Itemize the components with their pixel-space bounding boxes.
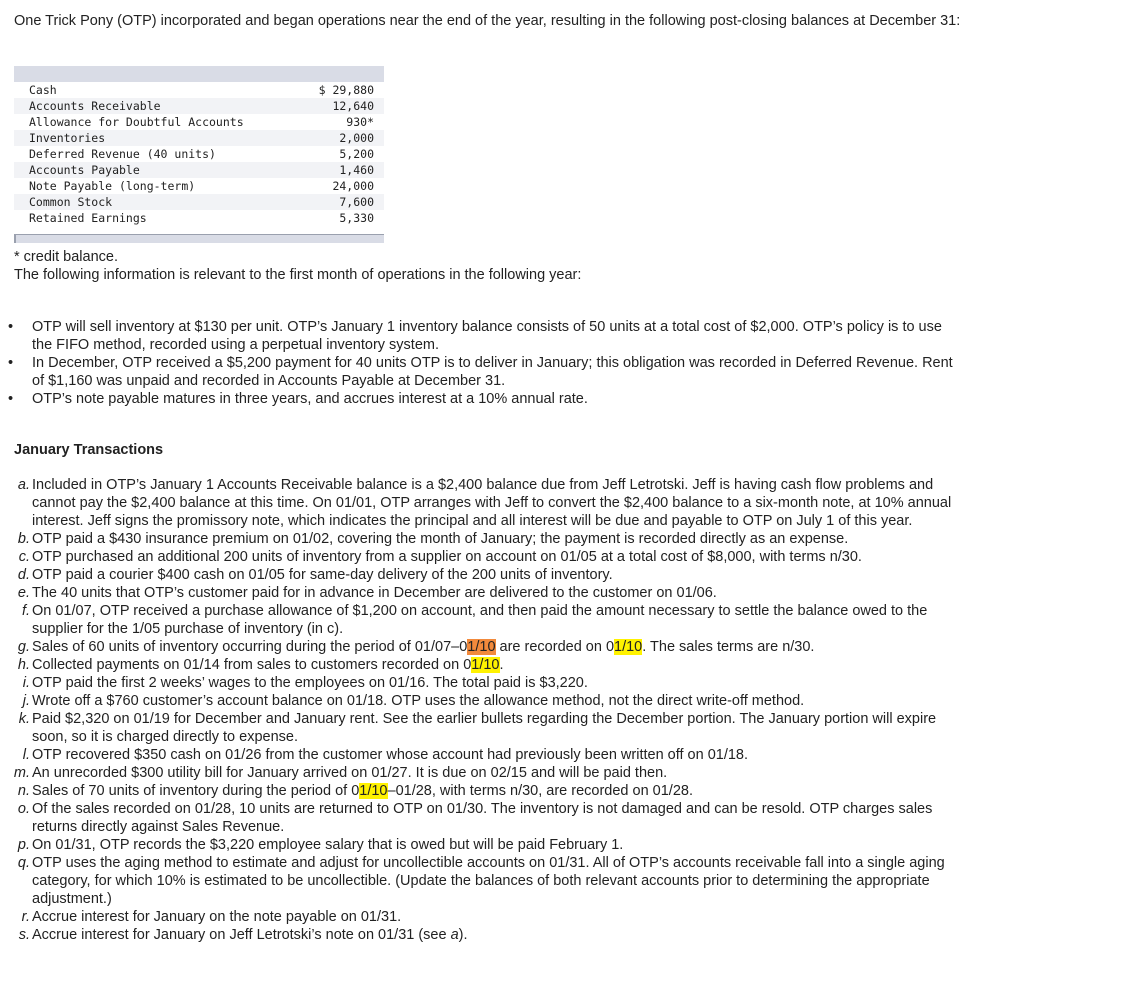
account-name: Accounts Receivable xyxy=(14,98,302,114)
table-row xyxy=(14,146,384,162)
transaction-i xyxy=(0,674,960,692)
item-letter: j. xyxy=(22,693,30,709)
item-text-part: ). xyxy=(458,927,468,943)
bullet-text: OTP will sell inventory at $130 per unit. OTP’s January 1 inventory balance consists of 50 units at a total cost of $2,000. OTP’s policy is to use the FIFO method, recorded using a perpetual inventory system. xyxy=(32,319,942,353)
transaction-g xyxy=(0,638,960,656)
bullet-icon: • xyxy=(8,391,14,407)
transaction-m xyxy=(0,764,960,782)
transaction-j xyxy=(0,692,960,710)
item-text: OTP paid the first 2 weeks’ wages to the employees on 01/16. The total paid is $3,220. xyxy=(32,675,588,691)
highlight-yellow: 1/10 xyxy=(471,657,500,673)
transaction-c xyxy=(0,548,960,566)
notes-section xyxy=(14,248,964,284)
highlight-yellow: 1/10 xyxy=(359,783,388,799)
item-letter: h. xyxy=(17,657,30,673)
item-text: On 01/07, OTP received a purchase allowance of $1,200 on account, and then paid the amount necessary to settle the balance owed to the supplier for the 1/05 purchase of inventory (in c). xyxy=(32,603,928,637)
bullet-icon: • xyxy=(8,355,14,371)
item-letter: n. xyxy=(17,783,30,799)
item-text: Of the sales recorded on 01/28, 10 units are returned to OTP on 01/30. The inventory is not damaged and can be resold. OTP charges sales returns directly against Sales Revenue. xyxy=(32,801,933,835)
item-text-part: are recorded on 0 xyxy=(495,639,615,655)
table-row xyxy=(14,210,384,226)
item-text-part: –01/28, with terms n/30, are recorded on 01/28. xyxy=(387,783,693,799)
item-text: OTP paid a courier $400 cash on 01/05 for same-day delivery of the 200 units of inventory. xyxy=(32,567,613,583)
account-amount: 12,640 xyxy=(302,98,384,114)
item-letter: c. xyxy=(18,549,30,565)
item-text-part: Accrue interest for January on Jeff Letrotski’s note on 01/31 (see xyxy=(32,927,451,943)
item-text: Wrote off a $760 customer’s account balance on 01/18. OTP uses the allowance method, not the direct write-off method. xyxy=(32,693,805,709)
list-item xyxy=(0,390,960,408)
item-letter: k. xyxy=(18,711,30,727)
transaction-e xyxy=(0,584,960,602)
transaction-b xyxy=(0,530,960,548)
table-scrollbar[interactable] xyxy=(14,234,384,243)
list-item xyxy=(0,354,960,390)
list-item xyxy=(0,318,960,354)
table-header-bar xyxy=(14,66,384,82)
account-amount: 1,460 xyxy=(302,162,384,178)
bullet-text: OTP’s note payable matures in three years, and accrues interest at a 10% annual rate. xyxy=(32,391,588,407)
account-name: Allowance for Doubtful Accounts xyxy=(14,114,302,130)
highlight-yellow: 1/10 xyxy=(614,639,643,655)
item-text-part: Sales of 70 units of inventory during the period of 0 xyxy=(32,783,360,799)
account-amount: 5,330 xyxy=(302,210,384,226)
relevant-info-text: The following information is relevant to the first month of operations in the following year: xyxy=(14,267,582,283)
item-text: OTP uses the aging method to estimate and adjust for uncollectible accounts on 01/31. All of OTP’s accounts receivable fall into a single aging category, for which 10% is estimated to be uncollectible. (Update the balances of both relevant accounts prior to determining the appropriate adjustment.) xyxy=(32,855,945,907)
account-name: Accounts Payable xyxy=(14,162,302,178)
item-text: OTP purchased an additional 200 units of inventory from a supplier on account on 01/05 at a total cost of $8,000, with terms n/30. xyxy=(32,549,862,565)
transaction-k xyxy=(0,710,960,746)
item-text-part: . xyxy=(499,657,504,673)
item-letter: g. xyxy=(17,639,30,655)
table-row xyxy=(14,98,384,114)
item-text: OTP recovered $350 cash on 01/26 from the customer whose account had previously been written off on 01/18. xyxy=(32,747,749,763)
intro-paragraph: One Trick Pony (OTP) incorporated and began operations near the end of the year, resulting in the following post-closing balances at December 31: xyxy=(14,13,961,29)
transaction-s xyxy=(0,926,960,944)
item-letter: q. xyxy=(17,855,30,871)
transaction-list xyxy=(0,476,960,944)
balances-table-container xyxy=(14,66,384,243)
item-text: An unrecorded $300 utility bill for January arrived on 01/27. It is due on 02/15 and will be paid then. xyxy=(32,765,668,781)
account-name: Common Stock xyxy=(14,194,302,210)
transaction-o xyxy=(0,800,960,836)
balances-table xyxy=(14,82,384,226)
item-letter: d. xyxy=(17,567,30,583)
transaction-p xyxy=(0,836,960,854)
item-text: OTP paid a $430 insurance premium on 01/02, covering the month of January; the payment is recorded directly as an expense. xyxy=(32,531,849,547)
item-text: Accrue interest for January on the note payable on 01/31. xyxy=(32,909,402,925)
footnote: * credit balance. xyxy=(14,249,118,265)
bullet-text: In December, OTP received a $5,200 payment for 40 units OTP is to deliver in January; this obligation was recorded in Deferred Revenue. Rent of $1,160 was unpaid and recorded in Accounts Payable at December 31. xyxy=(32,355,953,389)
account-name: Inventories xyxy=(14,130,302,146)
item-letter: f. xyxy=(21,603,30,619)
item-letter: l. xyxy=(22,747,30,763)
item-text-part: . The sales terms are n/30. xyxy=(642,639,815,655)
account-name: Cash xyxy=(14,82,302,98)
account-name: Note Payable (long-term) xyxy=(14,178,302,194)
account-amount: 930* xyxy=(302,114,384,130)
transaction-r xyxy=(0,908,960,926)
item-reference: a xyxy=(450,927,459,943)
item-letter: e. xyxy=(17,585,30,601)
item-text: On 01/31, OTP records the $3,220 employee salary that is owed but will be paid February 1. xyxy=(32,837,624,853)
item-letter: s. xyxy=(18,927,30,943)
transaction-a xyxy=(0,476,960,530)
transaction-n xyxy=(0,782,960,800)
item-text-part: Collected payments on 01/14 from sales to customers recorded on 0 xyxy=(32,657,472,673)
transaction-l xyxy=(0,746,960,764)
table-row xyxy=(14,162,384,178)
account-amount: 2,000 xyxy=(302,130,384,146)
transaction-d xyxy=(0,566,960,584)
transaction-f xyxy=(0,602,960,638)
item-letter: o. xyxy=(17,801,30,817)
table-row xyxy=(14,82,384,98)
item-letter: a. xyxy=(17,477,30,493)
item-letter: b. xyxy=(17,531,30,547)
account-amount: 5,200 xyxy=(302,146,384,162)
item-letter: p. xyxy=(17,837,30,853)
table-row xyxy=(14,178,384,194)
highlight-orange: 1/10 xyxy=(467,639,496,655)
table-row xyxy=(14,114,384,130)
account-name: Deferred Revenue (40 units) xyxy=(14,146,302,162)
section-heading: January Transactions xyxy=(14,442,164,458)
transaction-q xyxy=(0,854,960,908)
info-bullet-list xyxy=(0,318,960,408)
table-row xyxy=(14,194,384,210)
account-amount: $ 29,880 xyxy=(302,82,384,98)
item-letter: i. xyxy=(22,675,30,691)
item-letter: r. xyxy=(21,909,30,925)
account-amount: 24,000 xyxy=(302,178,384,194)
account-amount: 7,600 xyxy=(302,194,384,210)
transaction-h xyxy=(0,656,960,674)
item-text: Included in OTP’s January 1 Accounts Receivable balance is a $2,400 balance due from Jeff Letrotski. Jeff is having cash flow problems and cannot pay the $2,400 balance at this time. On 01/01, OTP arranges with Jeff to convert the $2,400 balance to a six-month note, at 10% annual interest. Jeff signs the promissory note, which indicates the principal and all interest will be due and payable to OTP on July 1 of this year. xyxy=(32,477,952,529)
table-row xyxy=(14,130,384,146)
item-text: The 40 units that OTP’s customer paid for in advance in December are delivered to the customer on 01/06. xyxy=(32,585,717,601)
item-letter: m. xyxy=(13,765,30,781)
bullet-icon: • xyxy=(8,319,14,335)
account-name: Retained Earnings xyxy=(14,210,302,226)
item-text: Paid $2,320 on 01/19 for December and January rent. See the earlier bullets regarding the December portion. The January portion will expire soon, so it is charged directly to expense. xyxy=(32,711,937,745)
item-text-part: Sales of 60 units of inventory occurring during the period of 01/07–0 xyxy=(32,639,468,655)
